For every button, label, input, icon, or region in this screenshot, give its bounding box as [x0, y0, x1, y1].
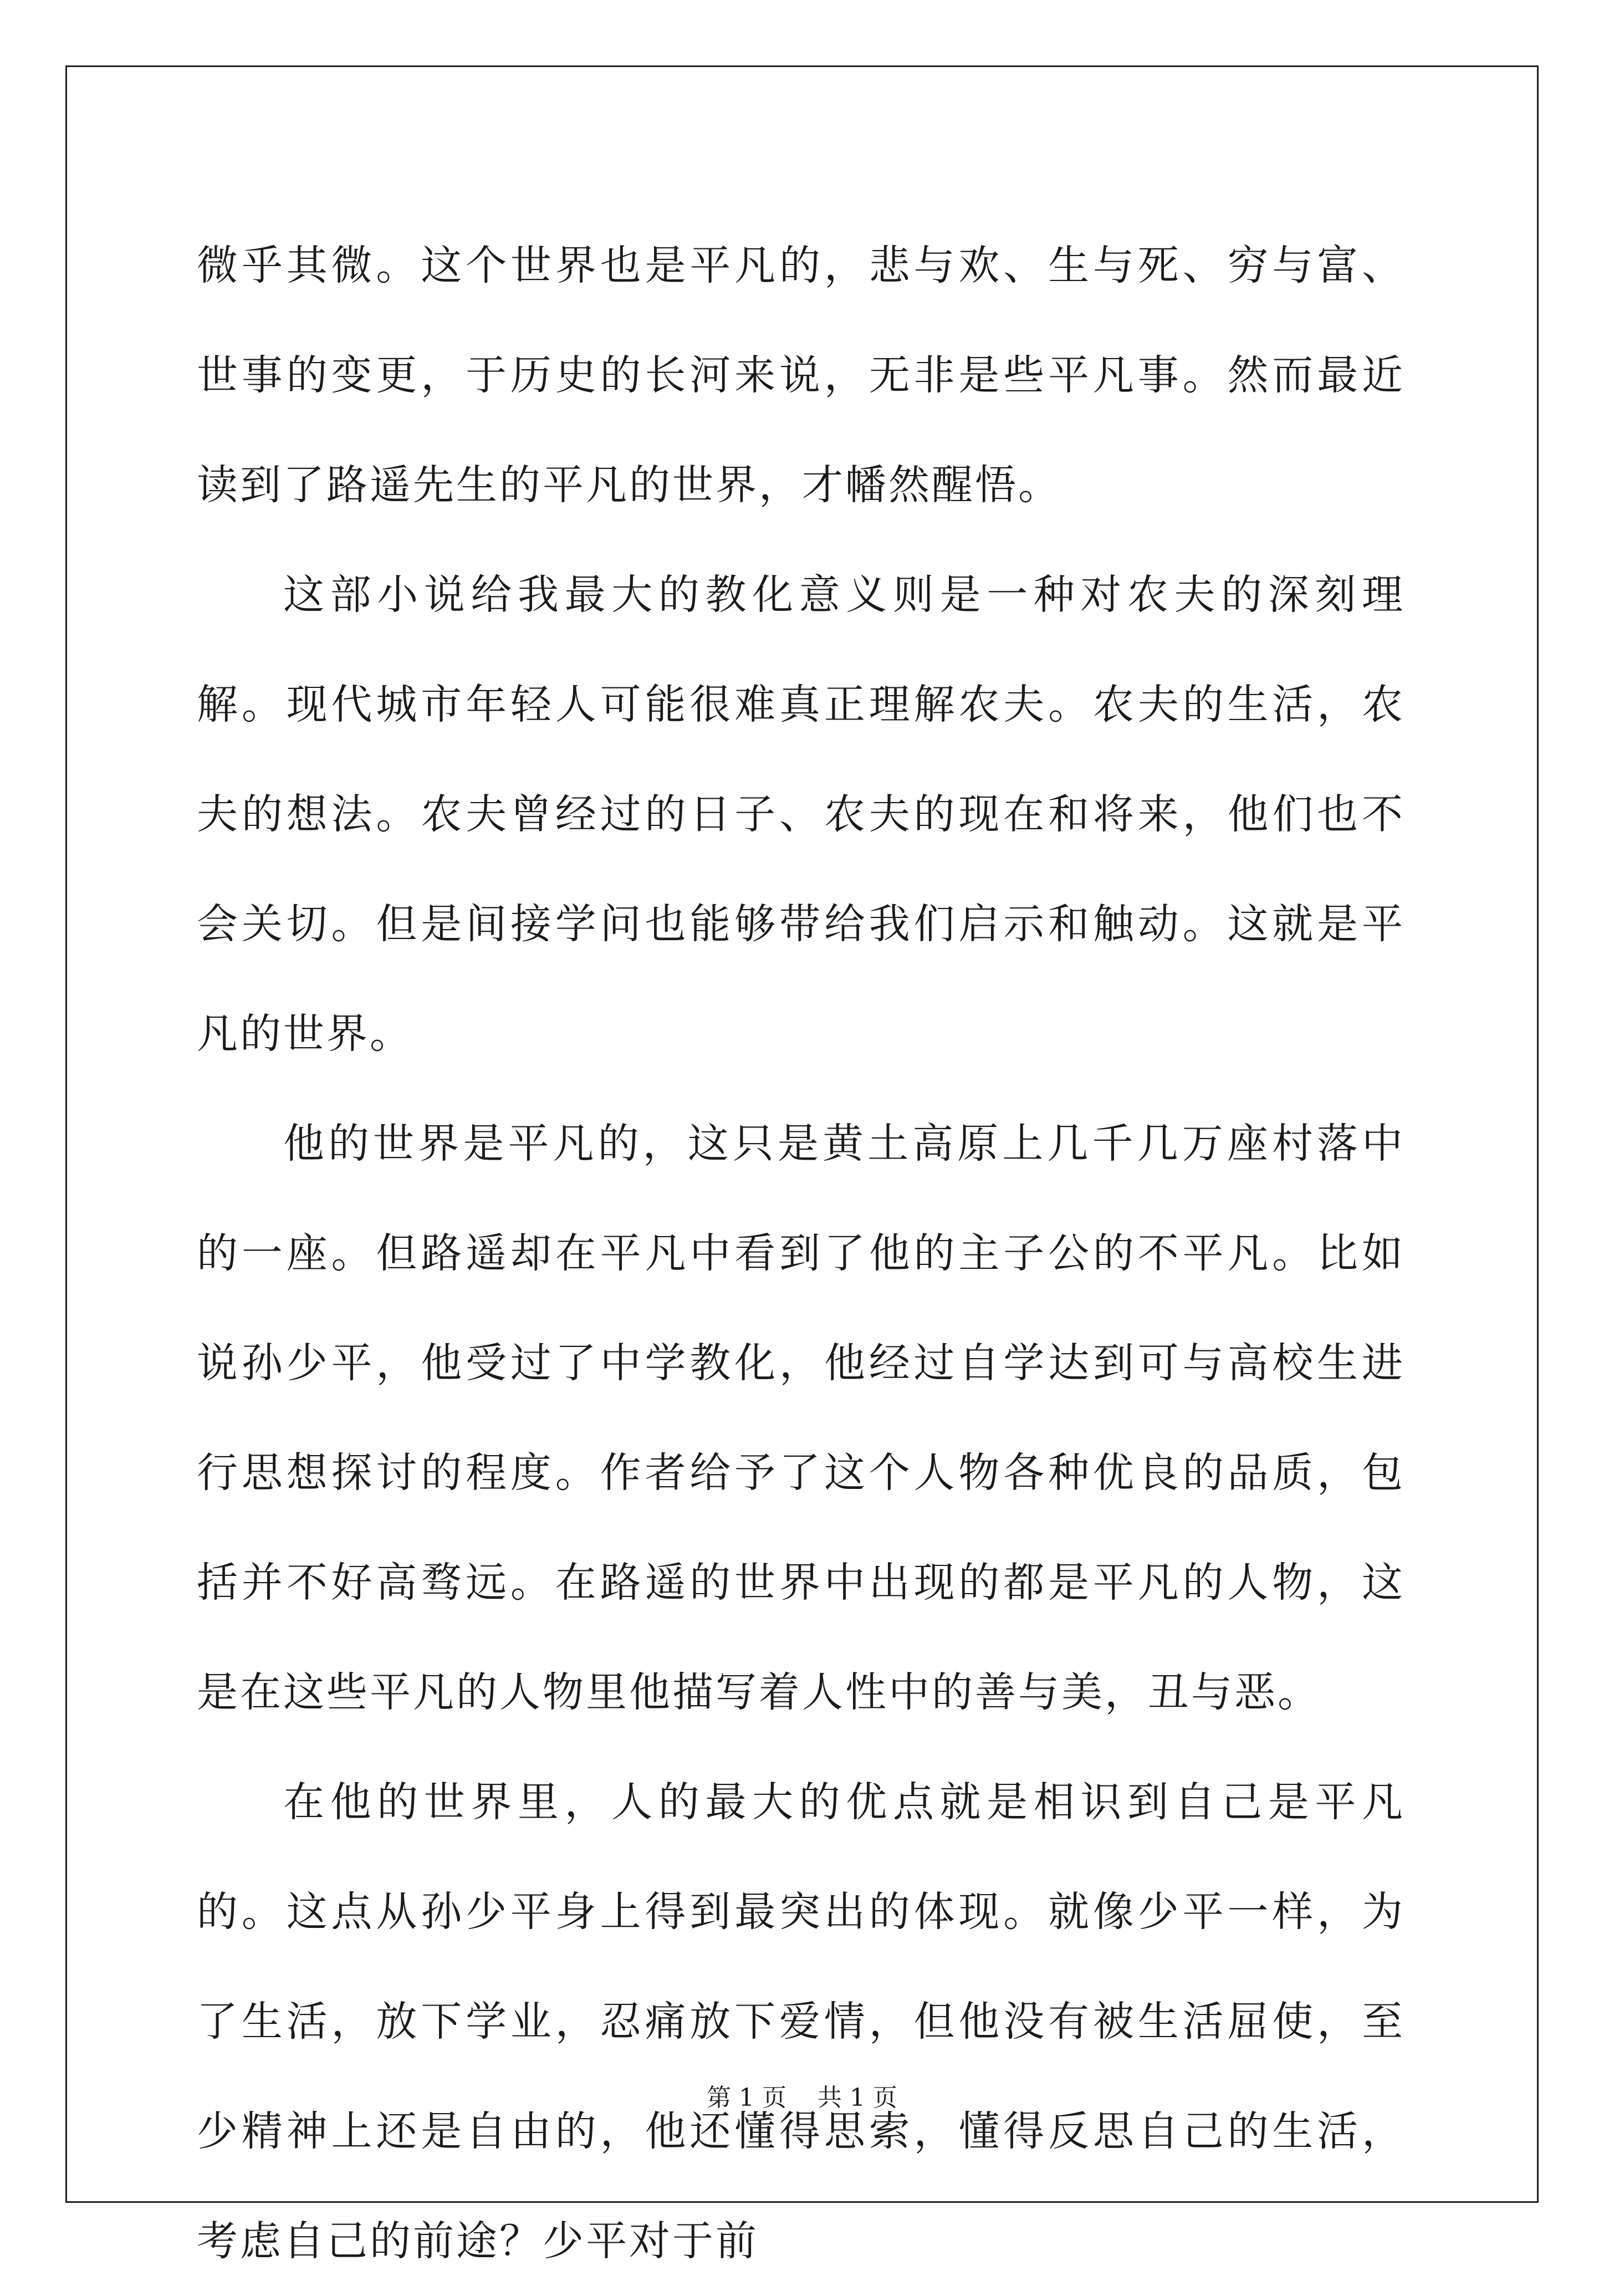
paragraph-3: 他的世界是平凡的，这只是黄土高原上几千几万座村落中的一座。但路遥却在平凡中看到了他的主子公的不平凡。比如说孙少平，他受过了中学教化，他经过自学达到可与高校生进行思想探讨的程度。作者给予了这个人物各种优良的品质，包括并不好高骛远。在路遥的世界中出现的都是平凡的人物，这是在这些平凡的人物里他描写着人性中的善与美，丑与恶。 [197, 1120, 1405, 1716]
paragraph-4: 在他的世界里，人的最大的优点就是相识到自己是平凡的。这点从孙少平身上得到最突出的体现。就像少平一样，为了生活，放下学业，忍痛放下爱情，但他没有被生活屈使，至少精神上还是自由的，他还懂得思索，懂得反思自己的生活，考虑自己的前途？少平对于前 [197, 1778, 1405, 2265]
page-footer [0, 2078, 1604, 2113]
document-body [197, 211, 1405, 2296]
paragraph-2: 这部小说给我最大的教化意义则是一种对农夫的深刻理解。现代城市年轻人可能很难真正理解农夫。农夫的生活，农夫的想法。农夫曾经过的日子、农夫的现在和将来，他们也不会关切。但是间接学问也能够带给我们启示和触动。这就是平凡的世界。 [197, 571, 1405, 1058]
page-number-label: 第 1 页 共 1 页 [707, 2084, 897, 2112]
paragraph-1: 微乎其微。这个世界也是平凡的，悲与欢、生与死、穷与富、世事的变更，于历史的长河来说，无非是些平凡事。然而最近读到了路遥先生的平凡的世界，才幡然醒悟。 [197, 242, 1405, 509]
